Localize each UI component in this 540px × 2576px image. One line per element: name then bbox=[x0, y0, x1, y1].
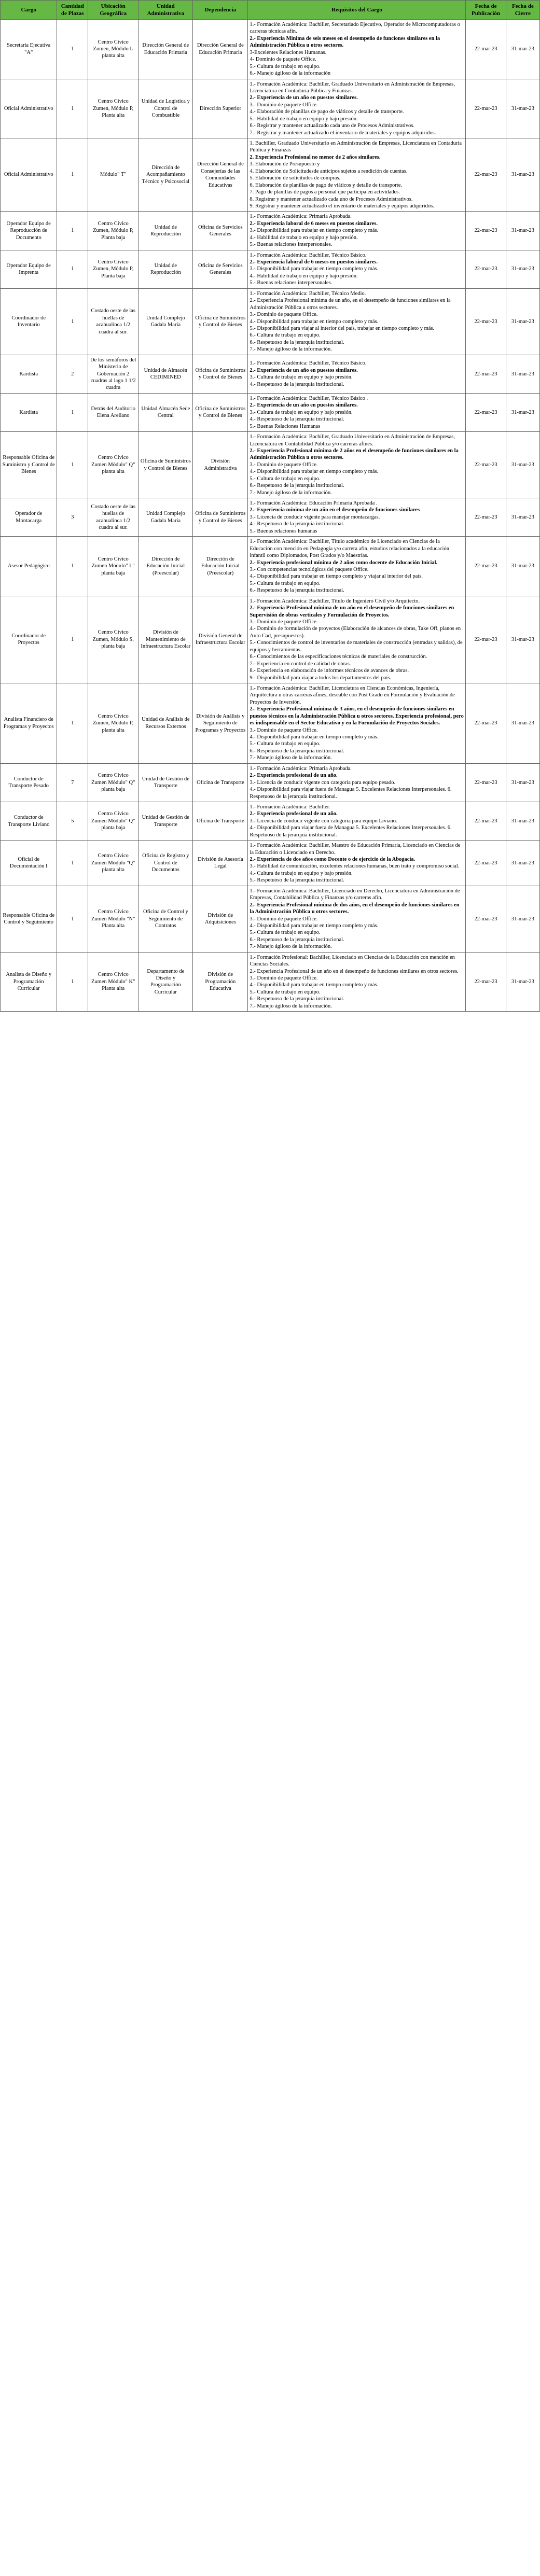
cell-cargo: Kardista bbox=[1, 355, 57, 393]
requirement-item: 4.- Disponibilidad para trabajar en tiempo completo y viajar al interior del país. bbox=[250, 573, 423, 580]
requirement-item: 2.- Experiencia profesional mínima de 2 años como docente de Educación Inicial. bbox=[250, 559, 438, 566]
cell-cargo: Oficial Administrativo bbox=[1, 138, 57, 212]
cell-fecha-publicacion: 22-mar-23 bbox=[466, 355, 506, 393]
requirement-item: 6.- Respetuoso de la jerarquía institucional. bbox=[250, 339, 344, 345]
requirement-item: 5.- Cultura de trabajo en equipo. bbox=[250, 475, 321, 482]
requirement-item: 6.- Respetuoso de la jerarquía institucional. bbox=[250, 587, 344, 594]
cell-fecha-publicacion: 22-mar-23 bbox=[466, 763, 506, 802]
table-row bbox=[1, 841, 540, 886]
requirement-item: 2.- Experiencia Profesional de un año en el desempeño de funciones similares en otros sectores. bbox=[250, 968, 459, 974]
cell-requisitos bbox=[248, 952, 466, 1012]
cell-cargo: Oficial Administrativo bbox=[1, 79, 57, 138]
cell-ubicacion: Centro Cívico Zumen Módulo "N" Planta alta bbox=[88, 886, 139, 952]
requirement-item: 4- Dominio de paquete Office. bbox=[250, 57, 316, 63]
requirement-item: 7.- Manejo ágiloso de la información. bbox=[250, 489, 332, 496]
header-cargo: Cargo bbox=[1, 1, 57, 20]
cell-dependencia: División de Asesoría Legal bbox=[193, 841, 248, 886]
requirement-item: 1.- Formación Académica: Primaria Aprobada. bbox=[250, 765, 352, 772]
cell-ubicacion: Centro Cívico Zumen Módulo "Q" planta alta bbox=[88, 841, 139, 886]
requirement-item: 1.- Formación Académica: Bachiller, Secretariado Ejecutivo, Operador de Microcomputadoras o carreras técnicas afín. bbox=[250, 22, 460, 35]
table-row bbox=[1, 250, 540, 288]
cell-cantidad: 1 bbox=[57, 683, 88, 763]
cell-ubicacion: Centro Cívico Zumen, Módulo P, planta alta bbox=[88, 683, 139, 763]
cell-unidad: Dirección General de Educación Primaria bbox=[139, 20, 193, 79]
cell-cargo: Operador Equipo de Reproducción de Documento bbox=[1, 212, 57, 250]
requirement-item: 6.- Conocimientos de las especificaciones técnicas de materiales de construcción. bbox=[250, 654, 427, 660]
cell-ubicacion: Módulo" T" bbox=[88, 138, 139, 212]
cell-unidad: Departamento de Diseño y Programación Curricular bbox=[139, 952, 193, 1012]
requirement-item: 3.- Dominio de paquete Office. bbox=[250, 312, 318, 318]
cell-dependencia: Dirección General de Consejerías de las Comunidades Educativas bbox=[193, 138, 248, 212]
cell-fecha-cierre: 31-mar-23 bbox=[506, 138, 539, 212]
cell-fecha-cierre: 31-mar-23 bbox=[506, 537, 539, 596]
cell-unidad: Unidad Complejo Gadala María bbox=[139, 288, 193, 355]
requirement-item: 6.- Registrar y mantener actualizado cada uno de Procesos Administrativos. bbox=[250, 123, 414, 129]
cell-ubicacion: Costado oeste de las huellas de acahualinca 1/2 cuadra al sur. bbox=[88, 288, 139, 355]
requirement-item: 6.- Respetuoso de la jerarquía institucional. bbox=[250, 748, 344, 754]
requirement-item: 7.- Registrar y mantener actualizado el inventario de materiales y equipos adquiridos. bbox=[250, 130, 436, 136]
cell-dependencia: Oficina de Suministros y Control de Bienes bbox=[193, 393, 248, 431]
cell-cantidad: 1 bbox=[57, 841, 88, 886]
cell-cargo: Operador de Montacarga bbox=[1, 498, 57, 537]
cell-requisitos bbox=[248, 138, 466, 212]
cell-cantidad: 1 bbox=[57, 250, 88, 288]
cell-ubicacion: Centro Cívico Zumen, Módulo L planta alta bbox=[88, 20, 139, 79]
header-cantidad: Cantidad de Plazas bbox=[57, 1, 88, 20]
cell-fecha-cierre: 31-mar-23 bbox=[506, 212, 539, 250]
requirement-item: 1.- Formación Académica: Bachiller, Técnico Básico . bbox=[250, 395, 368, 401]
requirement-item: 2.- Experiencia Profesional mínima de dos años, en el desempeño de funciones similares en la Administración Pública u otros sectores. bbox=[250, 902, 460, 915]
requirement-item: 2.- Experiencia laboral de 6 meses en puestos similares. bbox=[250, 220, 378, 227]
header-ubicacion: Ubicación Geográfica bbox=[88, 1, 139, 20]
cell-unidad: Oficina de Suministros y Control de Bienes bbox=[139, 432, 193, 498]
cell-fecha-publicacion: 22-mar-23 bbox=[466, 537, 506, 596]
cell-fecha-publicacion: 22-mar-23 bbox=[466, 432, 506, 498]
requirement-item: 7.- Manejo ágiloso de la información. bbox=[250, 944, 332, 950]
cell-cantidad: 1 bbox=[57, 79, 88, 138]
cell-unidad: Unidad Complejo Gadala María bbox=[139, 498, 193, 537]
requirement-item: 8. Registrar y mantener actualizado cada uno de Procesos Administrativos. bbox=[250, 196, 413, 202]
cell-fecha-cierre: 31-mar-23 bbox=[506, 20, 539, 79]
requirement-item: 2. Experiencia Profesional no menor de 2 años similares. bbox=[250, 154, 381, 160]
requirement-item: 3.- Dominio de paquete Office. bbox=[250, 727, 318, 733]
cell-requisitos bbox=[248, 537, 466, 596]
cell-fecha-publicacion: 22-mar-23 bbox=[466, 393, 506, 431]
cell-dependencia: Oficina de Transporte bbox=[193, 802, 248, 840]
cell-cantidad: 2 bbox=[57, 355, 88, 393]
requirement-item: 4.- Elaboración de planillas de pago de viáticos y detalle de transporte. bbox=[250, 109, 404, 115]
cell-ubicacion: Centro Cívico Zumen, Módulo P, Planta alta bbox=[88, 79, 139, 138]
requirement-item: 7.- Experiencia en control de calidad de obras. bbox=[250, 661, 351, 667]
requirement-item: 2.- Experiencia laboral de 6 meses en puestos similares. bbox=[250, 259, 378, 265]
requirement-item: 2.- Experiencia Profesional mínima de un año, en el desempeño de funciones similares en la Administración Pública u otros sectores. bbox=[250, 298, 451, 311]
cell-fecha-publicacion: 22-mar-23 bbox=[466, 250, 506, 288]
table-row bbox=[1, 763, 540, 802]
requirement-item: 1.- Formación Académica: Primaria Aprobada. bbox=[250, 214, 352, 220]
cell-fecha-publicacion: 22-mar-23 bbox=[466, 596, 506, 683]
cell-requisitos bbox=[248, 802, 466, 840]
table-row bbox=[1, 802, 540, 840]
cell-unidad: Unidad de Análisis de Recursos Externos bbox=[139, 683, 193, 763]
requirement-item: 2.- Experiencia Profesional mínima de 2 años en el desempeño de funciones similares en la Administración Pública u otros sectores. bbox=[250, 447, 459, 461]
cell-ubicacion: Centro Cívico Zumen Módulo" Q" planta baja bbox=[88, 763, 139, 802]
cell-cargo: Asesor Pedagógico bbox=[1, 537, 57, 596]
requirement-item: 4.- Respetuoso de la jerarquía institucional. bbox=[250, 416, 344, 423]
requirement-item: 1.- Formación Académica: Bachiller, Licenciatura en Ciencias Económicas, Ingeniería, Arquitectura u otras carreras afines, deseable con Post Grado en Formulación y Evaluación de Proyectos de Inversión. bbox=[250, 685, 455, 705]
cell-ubicacion: Centro Cívico Zumen, Módulo P, Planta baja bbox=[88, 212, 139, 250]
cell-dependencia: Dirección de Educación Inicial (Preescolar) bbox=[193, 537, 248, 596]
requirement-item: 5.- Conocimientos de control de inventarios de materiales de construcción (entradas y salidas), de equipos y herramientas. bbox=[250, 640, 463, 653]
cell-fecha-cierre: 31-mar-23 bbox=[506, 841, 539, 886]
cell-dependencia: División Administrativa bbox=[193, 432, 248, 498]
requirement-item: 3.- Dominio de paquete Office. bbox=[250, 975, 318, 981]
cell-ubicacion: Detrás del Auditorio Elena Arellano bbox=[88, 393, 139, 431]
cell-unidad: Unidad Almacén Sede Central bbox=[139, 393, 193, 431]
requirement-item: 4.- Disponibilidad para trabajar en tiempo completo y más. bbox=[250, 922, 379, 929]
cell-ubicacion: Costado oeste de las huellas de acahualinca 1/2 cuadra al sur. bbox=[88, 498, 139, 537]
cell-requisitos bbox=[248, 596, 466, 683]
requirement-item: 1.- Formación Académica: Bachiller, Título de Ingeniero Civil y/o Arquitecto. bbox=[250, 598, 420, 604]
requirement-item: 3.- Disponibilidad para trabajar en tiempo completo y más. bbox=[250, 266, 379, 272]
cell-requisitos bbox=[248, 432, 466, 498]
requirement-item: 4.- Disponibilidad para trabajar en tiempo completo y más. bbox=[250, 734, 379, 740]
requirement-item: 2.- Experiencia Profesional mínima de un año en el desempeño de funciones similares en Supervisión de obras verticales y Formulación de Proyectos. bbox=[250, 605, 454, 618]
table-row bbox=[1, 393, 540, 431]
table-row bbox=[1, 212, 540, 250]
cell-ubicacion: Centro Cívico Zumen Módulo" K" Planta alta bbox=[88, 952, 139, 1012]
cell-fecha-publicacion: 22-mar-23 bbox=[466, 138, 506, 212]
cell-cantidad: 7 bbox=[57, 763, 88, 802]
requirement-item: 1.- Formación Profesional: Bachiller, Licenciado en Ciencias de la Educación con mención en Ciencias Sociales. bbox=[250, 954, 455, 968]
cell-cargo: Responsable Oficina de Suministro y Control de Bienes bbox=[1, 432, 57, 498]
requirement-item: 1.- Formación Académica: Educación Primaria Aprobada . bbox=[250, 500, 378, 506]
requirement-item: 4.- Dominio de formulación de proyectos (Elaboración de alcances de obras, Take Off, planos en Auto Cad, presupuestos). bbox=[250, 626, 461, 639]
cell-cantidad: 1 bbox=[57, 952, 88, 1012]
requirement-item: 5. Elaboración de solicitudes de compras. bbox=[250, 175, 341, 181]
cell-requisitos bbox=[248, 250, 466, 288]
cell-fecha-publicacion: 22-mar-23 bbox=[466, 841, 506, 886]
requirement-item: 5.- Cultura de trabajo en equipo. bbox=[250, 930, 321, 936]
requirement-item: 4.- Habilidad de trabajo en equipo y bajo presión. bbox=[250, 234, 358, 241]
cell-unidad: Unidad de Reproducción bbox=[139, 250, 193, 288]
cell-fecha-publicacion: 22-mar-23 bbox=[466, 802, 506, 840]
table-row bbox=[1, 683, 540, 763]
requirement-item: 4.- Disponibilidad para trabajar en tiempo completo y más. bbox=[250, 982, 379, 988]
cell-cargo: Responsable Oficina de Control y Seguimiento bbox=[1, 886, 57, 952]
requirement-item: 7.- Manejo ágiloso de la información. bbox=[250, 346, 332, 353]
requirement-item: 1.- Formación Académica: Bachiller, Técnico Medio. bbox=[250, 290, 366, 297]
cell-cantidad: 1 bbox=[57, 432, 88, 498]
cell-unidad: División de Mantenimiento de Infraestructura Escolar bbox=[139, 596, 193, 683]
requirement-item: 5.- Disponibilidad para viajar al interior del país, trabajar en tiempo completo y más. bbox=[250, 325, 435, 331]
requirement-item: 3.- Licencia de conducir vigente con categoría para equipo pesado. bbox=[250, 779, 396, 786]
cell-fecha-publicacion: 22-mar-23 bbox=[466, 79, 506, 138]
requirement-item: 5.- Cultura de trabajo en equipo. bbox=[250, 580, 321, 586]
cell-unidad: Dirección de Acompañamiento Técnico y Psicosocial bbox=[139, 138, 193, 212]
cell-dependencia: División General de Infraestructura Escolar bbox=[193, 596, 248, 683]
cell-ubicacion: Centro Cívico Zumen, Módulo P, Planta baja bbox=[88, 250, 139, 288]
requirement-item: 1.- Formación Académica: Bachiller, Graduado Universitario en Administración de Empresas, Licenciatura en Contabilidad Pública y/o carreras afines. bbox=[250, 434, 455, 447]
requirement-item: 3.- Licencia de conducir vigente con categoría para equipo Liviano. bbox=[250, 818, 397, 824]
requirement-item: 2.- Experiencia de dos años como Docente o de ejercicio de la Abogacía. bbox=[250, 857, 416, 862]
cell-requisitos bbox=[248, 886, 466, 952]
requirement-item: 3.- Dominio de paquete Office. bbox=[250, 102, 318, 108]
cell-fecha-publicacion: 22-mar-23 bbox=[466, 20, 506, 79]
requirement-item: 2.- Experiencia Mínima de seis meses en el desempeño de funciones similares en la Administración Pública u otros sectores. bbox=[250, 35, 440, 49]
table-row bbox=[1, 886, 540, 952]
requirement-item: 7.- Manejo ágiloso de la información. bbox=[250, 1003, 332, 1009]
cell-requisitos bbox=[248, 288, 466, 355]
requirement-item: 4.- Habilidad de trabajo en equipo y bajo presión. bbox=[250, 273, 358, 279]
requirement-item: 4. Elaboración de Solicitudesde anticipos sujetos a rendición de cuentas. bbox=[250, 168, 408, 174]
requirement-item: 9. Registrar y mantener actualizado el inventario de materiales y equipos adquiridos. bbox=[250, 203, 434, 209]
cell-fecha-cierre: 31-mar-23 bbox=[506, 596, 539, 683]
table-row bbox=[1, 288, 540, 355]
requirement-item: 3.- Habilidad de comunicación, excelentes relaciones humanas, buen trato y compromiso social. bbox=[250, 863, 460, 870]
cell-requisitos bbox=[248, 498, 466, 537]
requirement-item: 6.- Manejo ágiloso de la información bbox=[250, 71, 331, 77]
table-row bbox=[1, 498, 540, 537]
header-requisitos: Requisitos del Cargo bbox=[248, 1, 466, 20]
requirement-item: 2.- Experiencia de un año en puestos similares. bbox=[250, 367, 358, 373]
cell-dependencia: Dirección Superior bbox=[193, 79, 248, 138]
cell-fecha-cierre: 31-mar-23 bbox=[506, 886, 539, 952]
cell-fecha-publicacion: 22-mar-23 bbox=[466, 212, 506, 250]
requirement-item: 1.- Formación Académica: Bachiller, Título académico de Licenciado en Ciencias de la Educación con mención en Pedagogía y/o carrera afín, estudios relacionados a la educación infantil como Diplomados, Post Grados y/o Maestrías. bbox=[250, 539, 449, 559]
requirement-item: 2.- Experiencia profesional de un año. bbox=[250, 811, 338, 817]
cell-fecha-cierre: 31-mar-23 bbox=[506, 763, 539, 802]
cell-cantidad: 5 bbox=[57, 802, 88, 840]
cell-unidad: Oficina de Control y Seguimiento de Contratos bbox=[139, 886, 193, 952]
cell-requisitos bbox=[248, 20, 466, 79]
requirement-item: 2.- Experiencia de un año en puestos similares. bbox=[250, 95, 358, 101]
cell-ubicacion: Centro Cívico Zumen Módulo" Q" planta baja bbox=[88, 802, 139, 840]
requirement-item: 8.- Experiencia en elaboración de informes técnicos de avances de obras. bbox=[250, 668, 409, 674]
cell-requisitos bbox=[248, 355, 466, 393]
table-row bbox=[1, 138, 540, 212]
cell-dependencia: Dirección General de Educación Primaria bbox=[193, 20, 248, 79]
cell-dependencia: División de Análisis y Seguimiento de Programas y Proyectos bbox=[193, 683, 248, 763]
cell-dependencia: Oficina de Suministros y Control de Bienes bbox=[193, 355, 248, 393]
cell-dependencia: Oficina de Servicios Generales bbox=[193, 212, 248, 250]
cell-cargo: Operador Equipo de Imprenta bbox=[1, 250, 57, 288]
requirement-item: 1.- Formación Académica: Bachiller, Técnico Básico. bbox=[250, 252, 367, 258]
cell-unidad: Unidad de Gestión de Transporte bbox=[139, 802, 193, 840]
cell-fecha-cierre: 31-mar-23 bbox=[506, 952, 539, 1012]
requirement-item: 3.- Disponibilidad para trabajar en tiempo completo y más. bbox=[250, 228, 379, 234]
requirement-item: 6.- Respetuoso de la jerarquía institucional. bbox=[250, 483, 344, 489]
requirement-item: 5.- Buenas relaciones interpersonales. bbox=[250, 280, 333, 286]
requirement-item: 4.- Cultura de trabajo en equipo y bajo presión. bbox=[250, 870, 353, 876]
requirement-item: 4.- Disponibilidad para trabajar en tiempo completo y más. bbox=[250, 318, 379, 325]
cell-requisitos bbox=[248, 393, 466, 431]
cell-ubicacion: Centro Cívico Zumen Módulo" L" planta baja bbox=[88, 537, 139, 596]
requirement-item: 1.- Formación Académica: Bachiller, Graduado Universitario en Administración de Empresas, Licenciatura en Contaduría Pública y Finanzas. bbox=[250, 81, 455, 94]
cell-unidad: Unidad de Logística y Control de Combustible bbox=[139, 79, 193, 138]
requirement-item: 3.- Cultura de trabajo en equipo y bajo presión. bbox=[250, 374, 353, 381]
requirement-item: 1. Bachiller, Graduado Universitario en Administración de Empresas, Licenciatura en Contaduría Pública y Finanzas bbox=[250, 141, 462, 153]
cell-fecha-cierre: 31-mar-23 bbox=[506, 683, 539, 763]
cell-dependencia: División de Adquisiciones bbox=[193, 886, 248, 952]
requirement-item: 3.- Cultura de trabajo en equipo y bajo presión. bbox=[250, 409, 353, 415]
requirement-item: 2.- Experiencia profesional de un año. bbox=[250, 773, 338, 779]
cell-fecha-publicacion: 22-mar-23 bbox=[466, 952, 506, 1012]
table-row bbox=[1, 20, 540, 79]
requirement-item: 1.- Formación Académica: Bachiller. bbox=[250, 804, 330, 810]
vacancies-document bbox=[0, 0, 540, 1012]
cell-cantidad: 3 bbox=[57, 498, 88, 537]
requirement-item: 6. Elaboración de planillas de pago de viáticos y detalle de transporte. bbox=[250, 182, 403, 188]
requirement-item: 3.- Licencia de conducir vigente para manejar montacargas. bbox=[250, 514, 380, 520]
header-dependencia: Dependencia bbox=[193, 1, 248, 20]
cell-cantidad: 1 bbox=[57, 20, 88, 79]
cell-dependencia: Oficina de Suministros y Control de Bienes bbox=[193, 288, 248, 355]
cell-fecha-cierre: 31-mar-23 bbox=[506, 79, 539, 138]
cell-dependencia: Oficina de Transporte bbox=[193, 763, 248, 802]
cell-cantidad: 1 bbox=[57, 393, 88, 431]
cell-cantidad: 1 bbox=[57, 138, 88, 212]
requirement-item: 3-Excelentes Relaciones Humanas. bbox=[250, 49, 327, 55]
cell-cantidad: 1 bbox=[57, 212, 88, 250]
requirement-item: 6.- Respetuoso de la jerarquía institucional. bbox=[250, 996, 344, 1002]
cell-cargo: Oficial de Documentación I bbox=[1, 841, 57, 886]
cell-dependencia: Oficina de Suministros y Control de Bienes bbox=[193, 498, 248, 537]
requirement-item: 5.- Habilidad de trabajo en equipo y bajo presión. bbox=[250, 116, 358, 122]
cell-fecha-cierre: 31-mar-23 bbox=[506, 288, 539, 355]
requirement-item: 5.- Cultura de trabajo en equipo. bbox=[250, 63, 321, 69]
requirement-item: 1.- Formación Académica: Bachiller, Licenciado en Derecho, Licenciatura en Administración de Empresas, Contabilidad Pública y Finanzas y/o carreras afín. bbox=[250, 888, 460, 901]
cell-requisitos bbox=[248, 683, 466, 763]
requirement-item: 5.- Cultura de trabajo en equipo. bbox=[250, 741, 321, 747]
cell-fecha-cierre: 31-mar-23 bbox=[506, 498, 539, 537]
requirement-item: 4.- Respetuoso de la jerarquía institucional. bbox=[250, 521, 344, 527]
cell-fecha-publicacion: 22-mar-23 bbox=[466, 288, 506, 355]
requirement-item: 3.- Con competencias tecnológicas del paquete Office. bbox=[250, 566, 369, 572]
table-header-row bbox=[1, 1, 540, 20]
requirement-item: 6.- Respetuoso de la jerarquía institucional. bbox=[250, 936, 344, 943]
cell-cargo: Coordinador de Inventario bbox=[1, 288, 57, 355]
cell-fecha-publicacion: 22-mar-23 bbox=[466, 683, 506, 763]
cell-cargo: Analista Financiero de Programas y Proyectos bbox=[1, 683, 57, 763]
header-fecha-publicacion: Fecha de Publicación bbox=[466, 1, 506, 20]
cell-fecha-publicacion: 22-mar-23 bbox=[466, 498, 506, 537]
requirement-item: 3.- Dominio de paquete Office. bbox=[250, 916, 318, 922]
cell-fecha-cierre: 31-mar-23 bbox=[506, 355, 539, 393]
table-row bbox=[1, 432, 540, 498]
requirement-item: 2.- Experiencia Profesional mínima de 3 años, en el desempeño de funciones similares en puestos técnicos en la Administración Pública u otros sectores. Experiencia profesional, pero es indispensable en el Sector Educativo y en la Formulación de Proyectos Sociales. bbox=[250, 706, 464, 726]
table-row bbox=[1, 79, 540, 138]
requirement-item: 4.- Disponibilidad para viajar fuera de Managua 5. Excelentes Relaciones Interpersonales. 6. Respetuoso de la jerarquía institucional. bbox=[250, 787, 452, 800]
cell-cantidad: 1 bbox=[57, 537, 88, 596]
cell-cargo: Analista de Diseño y Programación Curricular bbox=[1, 952, 57, 1012]
table-row bbox=[1, 537, 540, 596]
requirement-item: 3.- Dominio de paquete Office. bbox=[250, 461, 318, 468]
cell-dependencia: Oficina de Servicios Generales bbox=[193, 250, 248, 288]
requirement-item: 2.- Experiencia mínima de un año en el desempeño de funciones similares bbox=[250, 507, 420, 513]
cell-cargo: Coordinador de Proyectos bbox=[1, 596, 57, 683]
requirement-item: 9.- Disponibilidad para viajar a todos los departamentos del país. bbox=[250, 675, 392, 681]
cell-requisitos bbox=[248, 79, 466, 138]
requirement-item: 5.- Respetuoso de la jerarquía institucional. bbox=[250, 877, 344, 884]
requirement-item: 3. Elaboración de Presupuesto y bbox=[250, 161, 320, 167]
table-row bbox=[1, 355, 540, 393]
cell-cargo: Conductor de Transporte Pesado bbox=[1, 763, 57, 802]
cell-unidad: Unidad de Reproducción bbox=[139, 212, 193, 250]
cell-cantidad: 1 bbox=[57, 596, 88, 683]
requirement-item: 7.- Manejo ágiloso de la información. bbox=[250, 755, 332, 761]
requirement-item: 5.- Buenas Relaciones Humanas bbox=[250, 423, 321, 429]
cell-dependencia: División de Programación Educativa bbox=[193, 952, 248, 1012]
cell-fecha-publicacion: 22-mar-23 bbox=[466, 886, 506, 952]
table-row bbox=[1, 952, 540, 1012]
cell-cargo: Conductor de Transporte Liviano bbox=[1, 802, 57, 840]
requirement-item: 4.- Respetuoso de la jerarquía institucional. bbox=[250, 381, 344, 387]
cell-cargo: Kardista bbox=[1, 393, 57, 431]
requirement-item: 2.- Experiencia de un año en puestos similares. bbox=[250, 402, 358, 409]
table-row bbox=[1, 596, 540, 683]
cell-ubicacion: De los semáforos del Ministerio de Gobernación 2 cuadras al lago 1 1/2 cuadra bbox=[88, 355, 139, 393]
cell-fecha-cierre: 31-mar-23 bbox=[506, 432, 539, 498]
requirement-item: 5.- Cultura de trabajo en equipo. bbox=[250, 989, 321, 995]
header-unidad: Unidad Administrativa bbox=[139, 1, 193, 20]
cell-requisitos bbox=[248, 763, 466, 802]
requirement-item: 6.- Cultura de trabajo en equipo. bbox=[250, 332, 321, 339]
cell-ubicacion: Centro Cívico Zumen Módulo" Q" planta alta bbox=[88, 432, 139, 498]
header-fecha-cierre: Fecha de Cierre bbox=[506, 1, 539, 20]
cell-unidad: Unidad de Gestión de Transporte bbox=[139, 763, 193, 802]
requirement-item: 1.- Formación Académica: Bachiller, Maestro de Educación Primaria, Licenciado en Ciencias de la Educación o Licenciado en Derecho. bbox=[250, 843, 461, 856]
cell-unidad: Unidad de Almacén CEDIMINED bbox=[139, 355, 193, 393]
cell-cantidad: 1 bbox=[57, 886, 88, 952]
cell-unidad: Oficina de Registro y Control de Documentos bbox=[139, 841, 193, 886]
cell-fecha-cierre: 31-mar-23 bbox=[506, 250, 539, 288]
cell-requisitos bbox=[248, 841, 466, 886]
cell-fecha-cierre: 31-mar-23 bbox=[506, 802, 539, 840]
requirement-item: 4.- Disponibilidad para viajar fuera de Managua 5. Excelentes Relaciones Interpersonales. 6. Respetuoso de la jerarquía institucional. bbox=[250, 825, 452, 838]
requirement-item: 5.- Buenas relaciones interpersonales. bbox=[250, 242, 333, 248]
cell-ubicacion: Centro Cívico Zumen, Módulo S, planta baja bbox=[88, 596, 139, 683]
cell-fecha-cierre: 31-mar-23 bbox=[506, 393, 539, 431]
requirement-item: 3.- Dominio de paquete Office. bbox=[250, 619, 318, 625]
requirement-item: 1.- Formación Académica: Bachiller, Técnico Básico. bbox=[250, 360, 367, 367]
cell-cantidad: 1 bbox=[57, 288, 88, 355]
requirement-item: 7. Pago de planillas de pagos a personal que participa en actividades. bbox=[250, 189, 400, 195]
requirement-item: 5.- Buenas relaciones humanas bbox=[250, 528, 317, 534]
cell-unidad: Dirección de Educación Inicial (Preescolar) bbox=[139, 537, 193, 596]
table-body bbox=[1, 20, 540, 1012]
cell-cargo: Secretaria Ejecutiva "A" bbox=[1, 20, 57, 79]
cell-requisitos bbox=[248, 212, 466, 250]
vacancies-table bbox=[0, 0, 540, 1012]
requirement-item: 4.- Disponibilidad para trabajar en tiempo completo y más. bbox=[250, 469, 379, 475]
